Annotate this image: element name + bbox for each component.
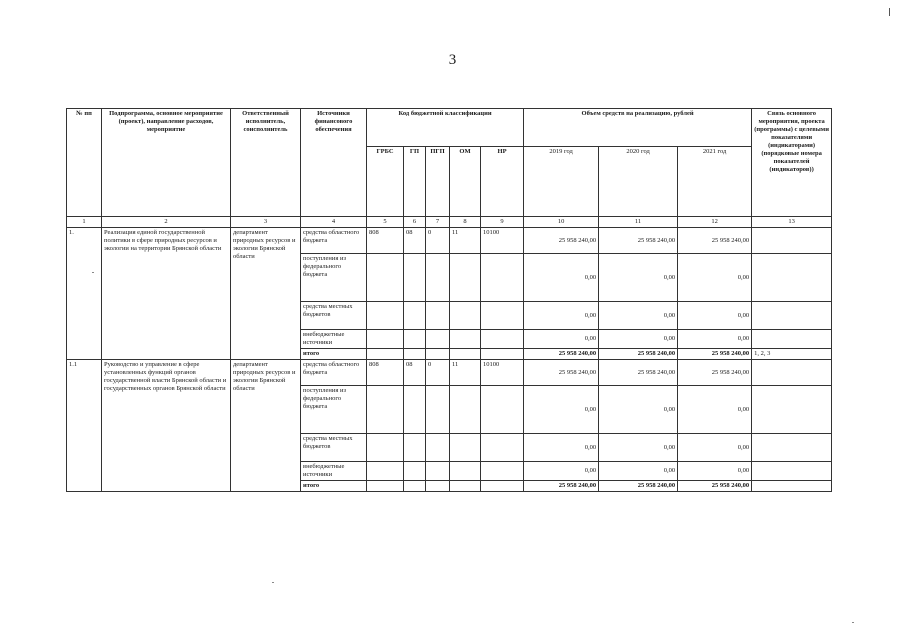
header-num: № пп (67, 109, 102, 217)
col-number: 5 (367, 217, 404, 228)
grbs-cell (367, 302, 404, 330)
om-cell (450, 462, 481, 481)
amount-2020-cell: 0,00 (599, 330, 678, 349)
indicator-link-cell (752, 386, 832, 434)
funding-source-cell: внебюджетные источники (301, 330, 367, 349)
grbs-cell (367, 330, 404, 349)
gp-cell (404, 254, 426, 302)
grbs-cell (367, 386, 404, 434)
header-link: Связь основного мероприятия, проекта (программы) с целевыми показателями (индикаторами) (порядковые номера показателей (индикаторов)) (752, 109, 832, 217)
amount-2019-cell: 0,00 (524, 302, 599, 330)
page-number: 3 (448, 52, 457, 68)
pgp-cell (426, 386, 450, 434)
indicator-link-cell: 1, 2, 3 (752, 349, 832, 360)
gp-cell (404, 386, 426, 434)
om-cell: 11 (450, 228, 481, 254)
nr-cell (481, 462, 524, 481)
header-budget-code: Код бюджетной классификации (367, 109, 524, 147)
header-nr: НР (481, 147, 524, 217)
amount-2021-cell: 25 958 240,00 (678, 360, 752, 386)
funding-source-cell: внебюджетные источники (301, 462, 367, 481)
pgp-cell (426, 349, 450, 360)
column-number-row (67, 217, 832, 228)
header-grbs: ГРБС (367, 147, 404, 217)
amount-2020-cell: 25 958 240,00 (599, 228, 678, 254)
pgp-cell (426, 302, 450, 330)
nr-cell (481, 330, 524, 349)
om-cell: 11 (450, 360, 481, 386)
amount-2019-cell: 0,00 (524, 254, 599, 302)
amount-2020-cell: 25 958 240,00 (599, 481, 678, 492)
om-cell (450, 481, 481, 492)
amount-2020-cell: 0,00 (599, 462, 678, 481)
gp-cell (404, 434, 426, 462)
gp-cell (404, 481, 426, 492)
grbs-cell (367, 349, 404, 360)
col-number: 8 (450, 217, 481, 228)
scan-speck (272, 582, 274, 583)
gp-cell (404, 349, 426, 360)
header-executor: Ответственный исполнитель, соисполнитель (231, 109, 301, 217)
executor-cell: департамент природных ресурсов и экологии Брянской области (231, 228, 301, 360)
amount-2019-cell: 0,00 (524, 330, 599, 349)
gp-cell (404, 302, 426, 330)
row-number-cell: 1.1 (67, 360, 102, 492)
indicator-link-cell (752, 330, 832, 349)
nr-cell (481, 254, 524, 302)
amount-2019-cell: 0,00 (524, 462, 599, 481)
grbs-cell (367, 462, 404, 481)
pgp-cell (426, 434, 450, 462)
amount-2019-cell: 0,00 (524, 434, 599, 462)
col-number: 4 (301, 217, 367, 228)
indicator-link-cell (752, 462, 832, 481)
header-gp: ГП (404, 147, 426, 217)
nr-cell: 10100 (481, 228, 524, 254)
header-2021: 2021 год (678, 147, 752, 217)
scan-mark (889, 8, 890, 16)
col-number: 13 (752, 217, 832, 228)
amount-2019-cell: 25 958 240,00 (524, 228, 599, 254)
scan-speck (852, 622, 854, 623)
gp-cell: 08 (404, 228, 426, 254)
amount-2021-cell: 0,00 (678, 386, 752, 434)
funding-source-cell: средства местных бюджетов (301, 434, 367, 462)
header-om: ОМ (450, 147, 481, 217)
header-pgp: ПГП (426, 147, 450, 217)
indicator-link-cell (752, 481, 832, 492)
col-number: 1 (67, 217, 102, 228)
funding-source-cell: итого (301, 349, 367, 360)
gp-cell (404, 330, 426, 349)
table-row (67, 360, 832, 386)
om-cell (450, 254, 481, 302)
amount-2019-cell: 25 958 240,00 (524, 349, 599, 360)
gp-cell: 08 (404, 360, 426, 386)
col-number: 7 (426, 217, 450, 228)
indicator-link-cell (752, 360, 832, 386)
nr-cell (481, 434, 524, 462)
table-row (67, 228, 832, 254)
pgp-cell: 0 (426, 360, 450, 386)
funding-source-cell: итого (301, 481, 367, 492)
amount-2021-cell: 0,00 (678, 302, 752, 330)
om-cell (450, 330, 481, 349)
pgp-cell (426, 254, 450, 302)
executor-cell: департамент природных ресурсов и экологии Брянской области (231, 360, 301, 492)
amount-2019-cell: 0,00 (524, 386, 599, 434)
amount-2020-cell: 25 958 240,00 (599, 360, 678, 386)
om-cell (450, 302, 481, 330)
om-cell (450, 386, 481, 434)
col-number: 2 (102, 217, 231, 228)
om-cell (450, 349, 481, 360)
grbs-cell: 808 (367, 360, 404, 386)
nr-cell (481, 386, 524, 434)
amount-2020-cell: 25 958 240,00 (599, 349, 678, 360)
activity-name-cell: Руководство и управление в сфере установленных функций органов государственной власти Брянской области и государственных органов Брянской области (102, 360, 231, 492)
col-number: 11 (599, 217, 678, 228)
amount-2021-cell: 0,00 (678, 254, 752, 302)
amount-2019-cell: 25 958 240,00 (524, 481, 599, 492)
pgp-cell: 0 (426, 228, 450, 254)
row-number-cell: 1. (67, 228, 102, 360)
amount-2021-cell: 25 958 240,00 (678, 349, 752, 360)
pgp-cell (426, 462, 450, 481)
amount-2020-cell: 0,00 (599, 254, 678, 302)
funding-source-cell: поступления из федерального бюджета (301, 386, 367, 434)
header-volume: Объем средств на реализацию, рублей (524, 109, 752, 147)
amount-2021-cell: 0,00 (678, 434, 752, 462)
amount-2021-cell: 0,00 (678, 330, 752, 349)
nr-cell: 10100 (481, 360, 524, 386)
col-number: 3 (231, 217, 301, 228)
pgp-cell (426, 481, 450, 492)
funding-source-cell: средства областного бюджета (301, 360, 367, 386)
amount-2019-cell: 25 958 240,00 (524, 360, 599, 386)
om-cell (450, 434, 481, 462)
gp-cell (404, 462, 426, 481)
nr-cell (481, 302, 524, 330)
nr-cell (481, 481, 524, 492)
indicator-link-cell (752, 434, 832, 462)
funding-source-cell: средства местных бюджетов (301, 302, 367, 330)
grbs-cell: 808 (367, 228, 404, 254)
grbs-cell (367, 254, 404, 302)
scan-speck (92, 272, 94, 273)
amount-2020-cell: 0,00 (599, 302, 678, 330)
col-number: 10 (524, 217, 599, 228)
col-number: 6 (404, 217, 426, 228)
amount-2021-cell: 25 958 240,00 (678, 481, 752, 492)
nr-cell (481, 349, 524, 360)
header-subprogram: Подпрограмма, основное мероприятие (проект), направление расходов, мероприятие (102, 109, 231, 217)
col-number: 12 (678, 217, 752, 228)
indicator-link-cell (752, 228, 832, 254)
funding-source-cell: поступления из федерального бюджета (301, 254, 367, 302)
amount-2020-cell: 0,00 (599, 386, 678, 434)
amount-2021-cell: 0,00 (678, 462, 752, 481)
header-2019: 2019 год (524, 147, 599, 217)
header-2020: 2020 год (599, 147, 678, 217)
indicator-link-cell (752, 254, 832, 302)
pgp-cell (426, 330, 450, 349)
activity-name-cell: Реализация единой государственной политики в сфере природных ресурсов и экологии на территории Брянской области (102, 228, 231, 360)
indicator-link-cell (752, 302, 832, 330)
funding-source-cell: средства областного бюджета (301, 228, 367, 254)
col-number: 9 (481, 217, 524, 228)
amount-2021-cell: 25 958 240,00 (678, 228, 752, 254)
amount-2020-cell: 0,00 (599, 434, 678, 462)
header-source: Источники финансового обеспечения (301, 109, 367, 217)
budget-table (66, 108, 832, 492)
grbs-cell (367, 481, 404, 492)
grbs-cell (367, 434, 404, 462)
